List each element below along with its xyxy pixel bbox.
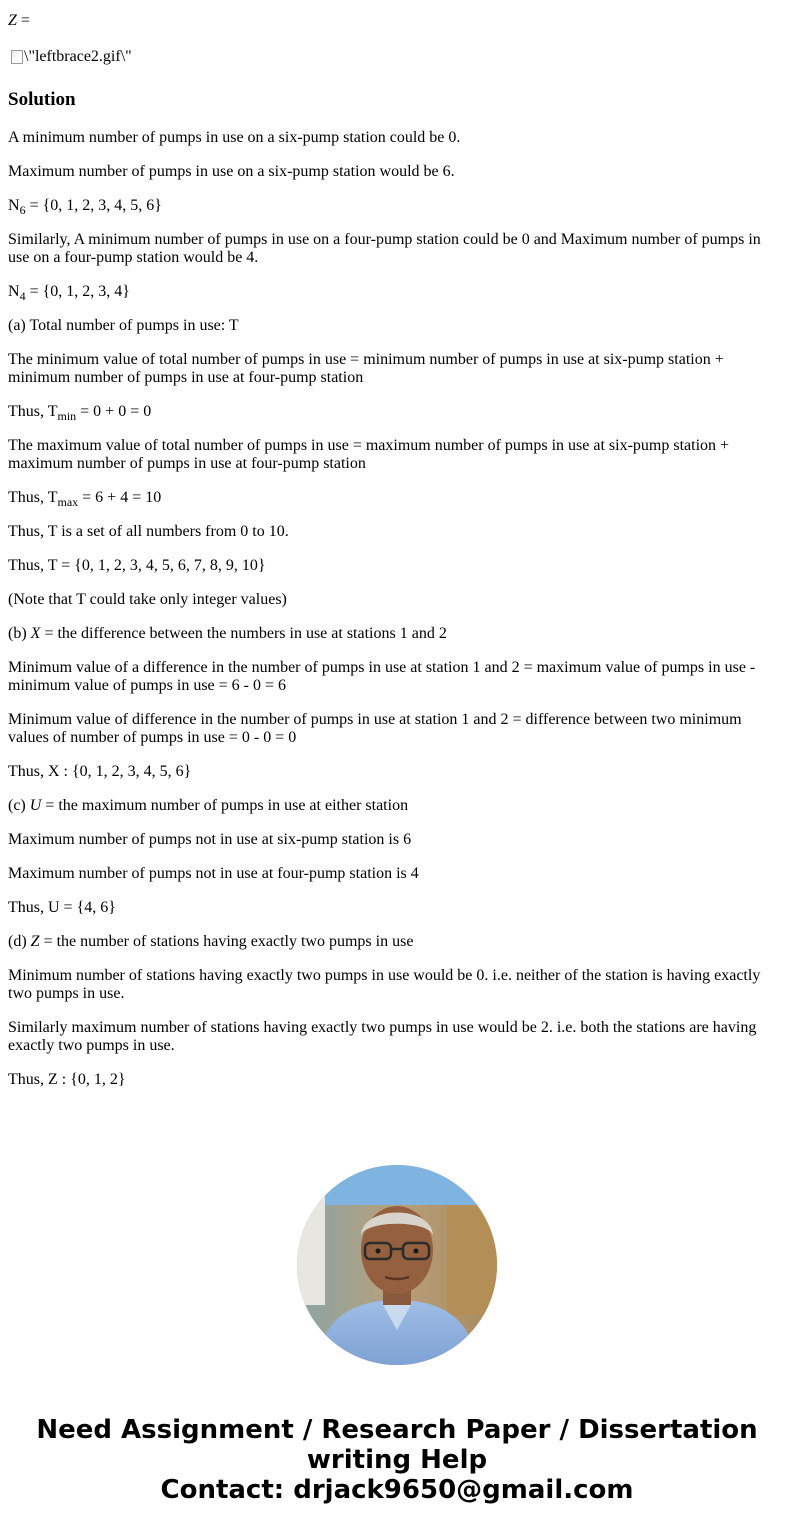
paragraph: Similarly, A minimum number of pumps in use on a four-pump station could be 0 and Maximum number of pumps in use on a four-pump station would be 4. [8,231,761,266]
n4-set: $N_4 = \{0$, 1, 2, 3, 4} [8,283,130,303]
document-body [0,12,794,1089]
part-a-title: (a) Total number of pumps in use: T [8,317,239,334]
paragraph: Maximum number of pumps in use on a six-pump station would be 6. [8,163,455,180]
paragraph: Thus, Z : {0, 1, 2} [8,1071,126,1088]
paragraph: Minimum value of difference in the number of pumps in use at station 1 and 2 = difference between two minimum values of number of pumps in use = 0 - 0 = 0 [8,711,742,746]
broken-image [11,48,132,66]
paragraph: Minimum value of a difference in the number of pumps in use at station 1 and 2 = maximum value of pumps in use - minimum value of pumps in use = 6 - 0 = 6 [8,659,756,694]
tmin-equation: Thus, $T_{min} = 0 + 0 = 0$ [8,403,152,423]
paragraph: Maximum number of pumps not in use at six-pump station is 6 [8,831,412,848]
n6-set: $N_6 = \{0$, 1, 2, 3, 4, 5, 6} [8,197,162,217]
broken-image-alt: \"leftbrace2.gif\" [24,48,132,65]
paragraph: (Note that T could take only integer values) [8,591,287,608]
footer-contact [0,1415,794,1505]
solution-heading: Solution [8,89,76,110]
paragraph: Minimum number of stations having exactly two pumps in use would be 0. i.e. neither of the station is having exactly two pumps in use. [8,967,761,1002]
paragraph: The minimum value of total number of pumps in use = minimum number of pumps in use at six-pump station + minimum number of pumps in use at four-pump station [8,351,724,386]
z-line [8,12,786,30]
author-avatar [297,1165,497,1365]
part-d-title: (d) Z = the number of stations having exactly two pumps in use [8,933,414,950]
paragraph: Thus, U = {4, 6} [8,899,116,916]
footer-line: writing Help [306,1445,488,1475]
paragraph: Thus, X : {0, 1, 2, 3, 4, 5, 6} [8,763,192,780]
footer-line: Need Assignment / Research Paper / Dissertation [36,1415,758,1445]
z-variable: Z [8,12,17,29]
z-equals: = [16,12,30,29]
paragraph: Thus, T = {0, 1, 2, 3, 4, 5, 6, 7, 8, 9, 10} [8,557,266,574]
part-c-title: (c) U = the maximum number of pumps in use at either station [8,797,409,814]
tmax-equation: Thus, $T_{max} = 6 + 4 = 10$ [8,489,162,509]
paragraph: A minimum number of pumps in use on a six-pump station could be 0. [8,129,461,146]
part-b-title: (b) X = the difference between the numbers in use at stations 1 and 2 [8,625,447,642]
paragraph: Thus, T is a set of all numbers from 0 to 10. [8,523,289,540]
paragraph: Similarly maximum number of stations having exactly two pumps in use would be 2. i.e. both the stations are having exactly two pumps in use. [8,1019,757,1054]
author-photo [297,1165,497,1365]
broken-image-icon [11,50,23,64]
paragraph: The maximum value of total number of pumps in use = maximum number of pumps in use at six-pump station + maximum number of pumps in use at four-pump station [8,437,730,472]
paragraph: Maximum number of pumps not in use at four-pump station is 4 [8,865,419,882]
footer-email: Contact: drjack9650@gmail.com [160,1475,634,1505]
